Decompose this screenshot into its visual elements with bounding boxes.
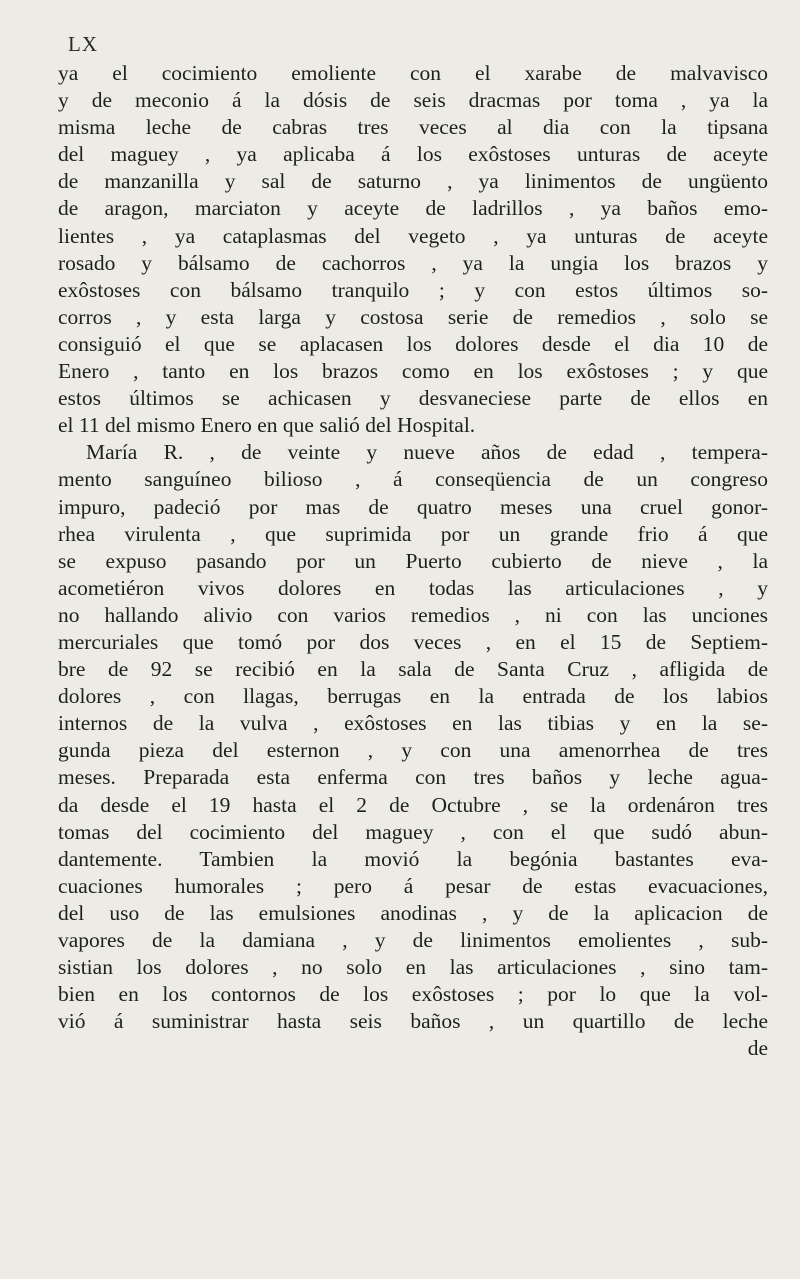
text-line: consiguió el que se aplacasen los dolores desde el dia 10 de: [58, 331, 768, 356]
text-line: mento sanguíneo bilioso , á conseqüencia de un congreso: [58, 467, 768, 492]
text-line: no hallando alivio con varios remedios , ni con las unciones: [58, 602, 768, 627]
text-line: corros , y esta larga y costosa serie de remedios , solo se: [58, 304, 768, 329]
text-line: gunda pieza del esternon , y con una amenorrhea de tres: [58, 738, 768, 763]
text-line: sistian los dolores , no solo en las articulaciones , sino tam-: [58, 955, 768, 980]
text-line: y de meconio á la dósis de seis dracmas por toma , ya la: [58, 88, 768, 113]
text-line: tomas del cocimiento del maguey , con el que sudó abun-: [58, 819, 768, 844]
text-line: da desde el 19 hasta el 2 de Octubre , se la ordenáron tres: [58, 792, 768, 817]
text-line: impuro, padeció por mas de quatro meses una cruel gonor-: [58, 494, 768, 519]
text-line: internos de la vulva , exôstoses en las tibias y en la se-: [58, 711, 768, 736]
text-line: el 11 del mismo Enero en que salió del Hospital.: [58, 413, 476, 438]
text-line: dantemente. Tambien la movió la begónia bastantes eva-: [58, 846, 768, 871]
text-line: exôstoses con bálsamo tranquilo ; y con estos últimos so-: [58, 277, 768, 302]
body-text: [58, 60, 768, 1062]
catchword: de: [747, 1036, 768, 1061]
text-line: María R. , de veinte y nueve años de edad , tempera-: [86, 440, 768, 465]
text-line: vapores de la damiana , y de linimentos emolientes , sub-: [58, 928, 768, 952]
text-line: rhea virulenta , que suprimida por un grande frio á que: [58, 521, 768, 546]
text-line: vió á suministrar hasta seis baños , un quartillo de leche: [58, 1009, 768, 1034]
text-line: bre de 92 se recibió en la sala de Santa Cruz , afligida de: [58, 657, 768, 682]
text-line: cuaciones humorales ; pero á pesar de estas evacuaciones,: [58, 873, 768, 898]
text-line: del uso de las emulsiones anodinas , y de la aplicacion de: [58, 900, 768, 925]
text-line: estos últimos se achicasen y desvaneciese parte de ellos en: [58, 386, 768, 411]
text-line: del maguey , ya aplicaba á los exôstoses unturas de aceyte: [58, 142, 768, 167]
text-line: Enero , tanto en los brazos como en los exôstoses ; y que: [58, 359, 768, 384]
text-line: mercuriales que tomó por dos veces , en el 15 de Septiem-: [58, 629, 768, 654]
text-line: meses. Preparada esta enferma con tres baños y leche agua-: [58, 765, 768, 790]
text-line: lientes , ya cataplasmas del vegeto , ya unturas de aceyte: [58, 223, 768, 248]
text-line: misma leche de cabras tres veces al dia con la tipsana: [58, 115, 768, 140]
text-line: ya el cocimiento emoliente con el xarabe de malvavisco: [58, 61, 768, 85]
text-line: bien en los contornos de los exôstoses ; por lo que la vol-: [58, 982, 768, 1007]
text-line: de manzanilla y sal de saturno , ya linimentos de ungüento: [58, 169, 768, 194]
text-line: de aragon, marciaton y aceyte de ladrillos , ya baños emo-: [58, 196, 768, 221]
text-line: dolores , con llagas, berrugas en la entrada de los labios: [58, 684, 768, 709]
text-line: se expuso pasando por un Puerto cubierto de nieve , la: [58, 548, 768, 573]
text-line: rosado y bálsamo de cachorros , ya la ungia los brazos y: [58, 250, 768, 275]
text-line: acometiéron vivos dolores en todas las articulaciones , y: [58, 575, 768, 600]
page-number: LX: [68, 32, 98, 56]
